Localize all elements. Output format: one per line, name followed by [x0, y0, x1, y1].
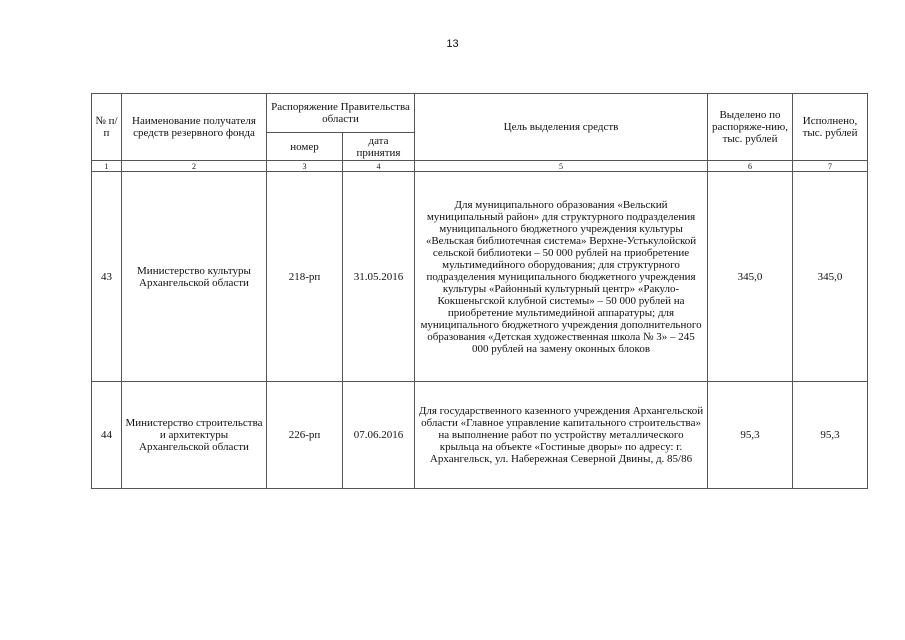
- row-recipient: Министерство культуры Архангельской области: [122, 172, 267, 382]
- header-allocated: Выделено по распоряже-нию, тыс. рублей: [708, 94, 793, 161]
- reserve-fund-table: [91, 93, 868, 489]
- column-number: 3: [267, 161, 343, 172]
- row-executed: 345,0: [793, 172, 868, 382]
- row-executed: 95,3: [793, 382, 868, 489]
- row-allocated: 345,0: [708, 172, 793, 382]
- column-number: 4: [343, 161, 415, 172]
- header-row: [92, 94, 868, 133]
- column-number: 1: [92, 161, 122, 172]
- row-order-number: 226-рп: [267, 382, 343, 489]
- row-purpose: Для муниципального образования «Вельский муниципальный район» для структурного подразделения муниципального бюджетного учреждения культуры «Вельская библиотечная система» Верхне-Устькулойской сельской библиотеки – 50 000 рублей на приобретение мультимедийного оборудования; для структурного подразделения муниципального бюджетного учреждения культуры «Районный культурный центр» «Ракуло-Кокшеньгской клубной системы» – 50 000 рублей на приобретение мультимедийной аппаратуры; для муниципального бюджетного учреждения дополнительного образования «Детская художественная школа № 3» – 245 000 рублей на замену оконных блоков: [415, 172, 708, 382]
- table-row: [92, 382, 868, 489]
- row-recipient: Министерство строительства и архитектуры Архангельской области: [122, 382, 267, 489]
- row-num: 44: [92, 382, 122, 489]
- header-num: № п/п: [92, 94, 122, 161]
- row-allocated: 95,3: [708, 382, 793, 489]
- page-number: 13: [446, 38, 459, 50]
- table-row: [92, 172, 868, 382]
- header-executed: Исполнено, тыс. рублей: [793, 94, 868, 161]
- header-order-number: номер: [267, 133, 343, 161]
- column-number: 2: [122, 161, 267, 172]
- header-order-date: дата принятия: [343, 133, 415, 161]
- column-number-row: [92, 161, 868, 172]
- column-number: 5: [415, 161, 708, 172]
- row-order-date: 31.05.2016: [343, 172, 415, 382]
- header-recipient: Наименование получателя средств резервного фонда: [122, 94, 267, 161]
- row-order-date: 07.06.2016: [343, 382, 415, 489]
- column-number: 6: [708, 161, 793, 172]
- header-purpose: Цель выделения средств: [415, 94, 708, 161]
- row-purpose: Для государственного казенного учреждения Архангельской области «Главное управление капитального строительства» на выполнение работ по устройству металлического крыльца на объекте «Гостиные дворы» по адресу: г. Архангельск, ул. Набережная Северной Двины, д. 85/86: [415, 382, 708, 489]
- row-num: 43: [92, 172, 122, 382]
- header-order-group: Распоряжение Правительства области: [267, 94, 415, 133]
- column-number: 7: [793, 161, 868, 172]
- row-order-number: 218-рп: [267, 172, 343, 382]
